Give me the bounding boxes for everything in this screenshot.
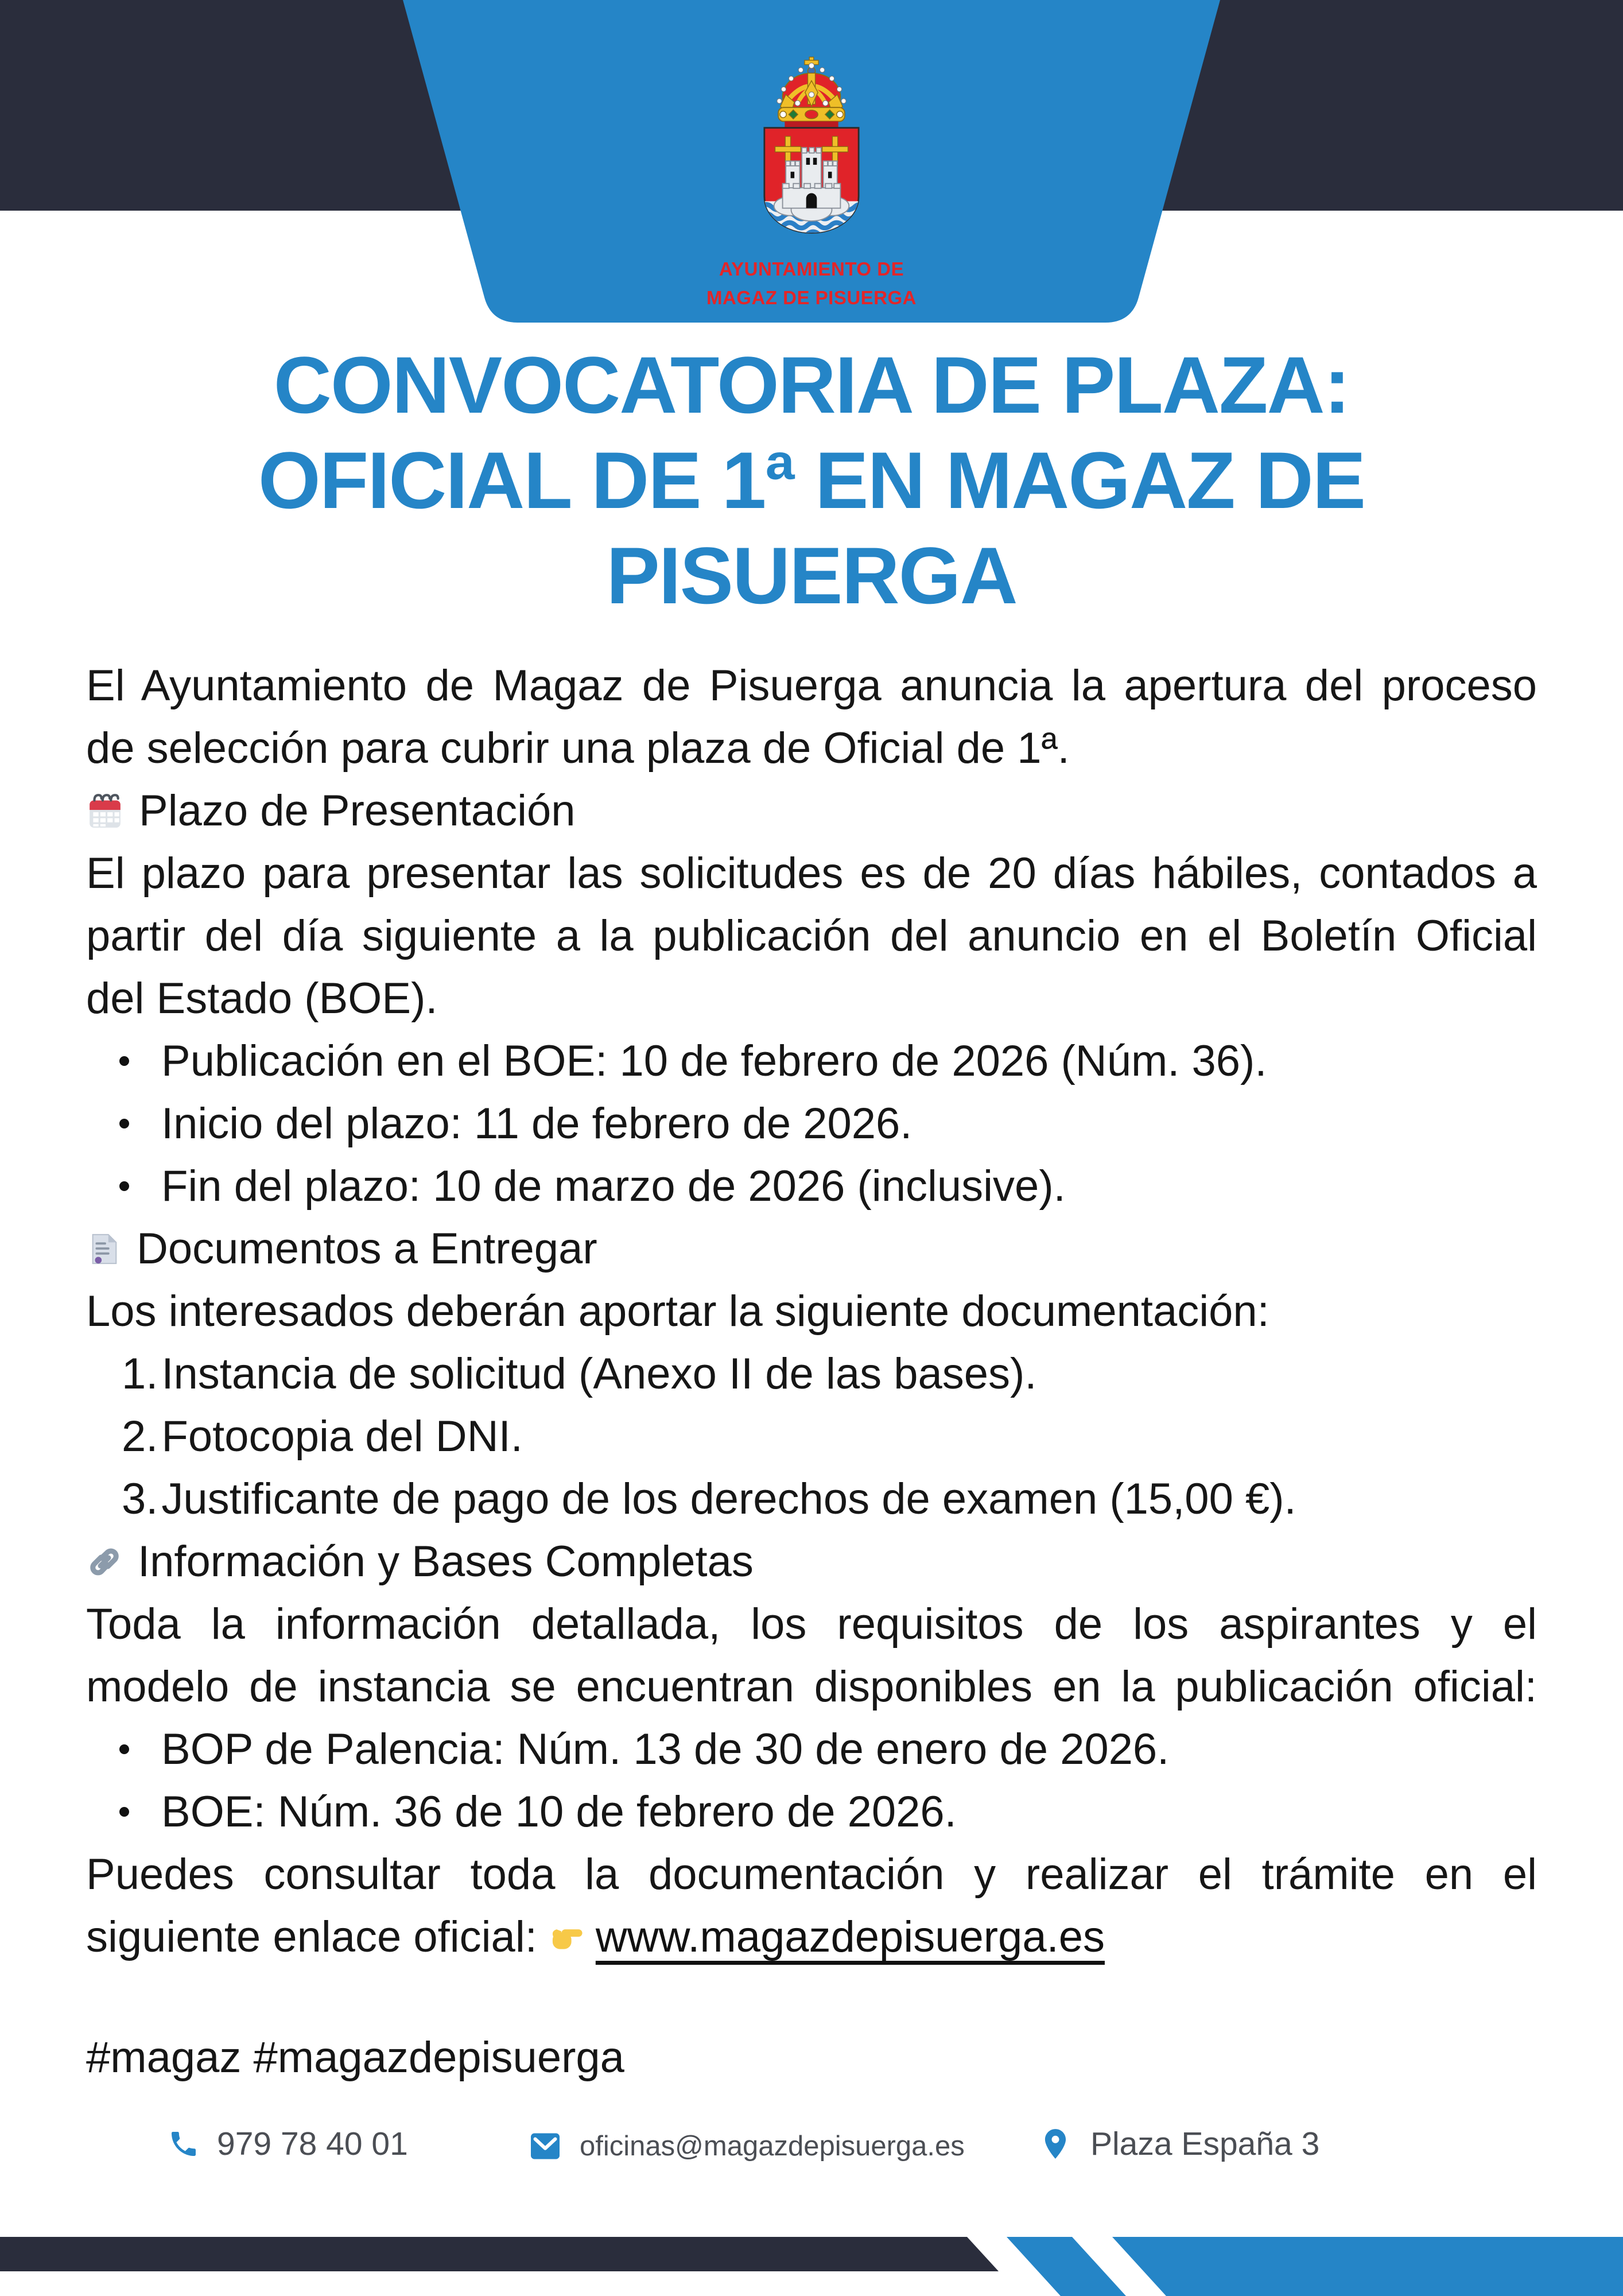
bullet-text: BOE: Núm. 36 de 10 de febrero de 2026. (161, 1787, 957, 1836)
item-text: Fotocopia del DNI. (161, 1412, 523, 1461)
bullet-dot (119, 1181, 129, 1191)
document-icon (86, 1231, 122, 1267)
link-icon (86, 1543, 123, 1580)
footer-phone-text: 979 78 40 01 (217, 2126, 408, 2162)
footer-address-text: Plaza España 3 (1090, 2126, 1320, 2162)
bullet-item (86, 1092, 1537, 1155)
intro-line: de selección para cubrir una plaza de Oficial de 1ª. (86, 724, 1070, 773)
bottom-thin-blue-stripe (1007, 2237, 1126, 2296)
bullet-item (86, 1718, 1537, 1781)
org-name (0, 255, 1623, 312)
closing-link-line (86, 1906, 1537, 1968)
section-heading-documentos (86, 1217, 1537, 1280)
bullet-text: Fin del plazo: 10 de marzo de 2026 (inclusive). (161, 1162, 1066, 1211)
item-text: Justificante de pago de los derechos de examen (15,00 €). (161, 1475, 1296, 1523)
paragraph-line: partir del día siguiente a la publicación del anuncio en el Boletín Oficial (86, 912, 1537, 960)
paragraph-line: Toda la información detallada, los requisitos de los aspirantes y el (86, 1600, 1537, 1649)
item-number: 3. (122, 1475, 158, 1523)
crown-icon (777, 57, 846, 128)
phone-icon (168, 2128, 200, 2160)
section-heading-label: Plazo de Presentación (139, 786, 576, 835)
shield-icon (760, 128, 866, 238)
numbered-item (86, 1343, 1537, 1405)
bullet-dot (119, 1744, 129, 1754)
org-name-line-1: AYUNTAMIENTO DE (719, 258, 904, 280)
bullet-item (86, 1030, 1537, 1092)
section-heading-label: Información y Bases Completas (138, 1537, 754, 1586)
footer-email-text: oficinas@magazdepisuerga.es (580, 2131, 965, 2162)
hashtags: #magaz #magazdepisuerga (86, 2033, 624, 2082)
bottom-navy-band (0, 2237, 999, 2271)
bullet-text: Inicio del plazo: 11 de febrero de 2026. (161, 1099, 913, 1148)
bullet-item (86, 1155, 1537, 1217)
official-link[interactable]: www.magazdepisuerga.es (595, 1913, 1105, 1961)
pointing-right-hand-icon (549, 1922, 584, 1953)
bullet-text: BOP de Palencia: Núm. 13 de 30 de enero de 2026. (161, 1725, 1170, 1774)
numbered-item (86, 1468, 1537, 1530)
closing-link-prefix: siguiente enlace oficial: (86, 1913, 537, 1961)
org-name-line-2: MAGAZ DE PISUERGA (706, 287, 917, 308)
bullet-text: Publicación en el BOE: 10 de febrero de 2026 (Núm. 36). (161, 1037, 1267, 1085)
map-pin-icon (1038, 2126, 1073, 2162)
footer-address (1038, 2123, 1319, 2165)
numbered-item (86, 1405, 1537, 1468)
page-title-line-2: OFICIAL DE 1ª EN MAGAZ DE (258, 435, 1365, 525)
bottom-wide-blue-band (1112, 2237, 1623, 2296)
footer-email (528, 2125, 965, 2167)
section-heading-informacion (86, 1530, 1537, 1593)
bullet-dot (119, 1807, 129, 1817)
bullet-dot (119, 1056, 129, 1066)
closing-line: Puedes consultar toda la documentación y realizar el trámite en el (86, 1850, 1537, 1899)
page-title (0, 338, 1623, 623)
footer-phone (168, 2123, 408, 2165)
paragraph-line: modelo de instancia se encuentran disponibles en la publicación oficial: (86, 1662, 1537, 1711)
bullet-dot (119, 1119, 129, 1128)
page-title-line-1: CONVOCATORIA DE PLAZA: (273, 340, 1350, 430)
section-heading-plazo (86, 779, 1537, 842)
paragraph-line: del Estado (BOE). (86, 974, 438, 1023)
body-content (86, 654, 1537, 1968)
coat-of-arms-magaz-icon (752, 53, 871, 238)
section-heading-label: Documentos a Entregar (137, 1224, 597, 1273)
paragraph-line: Los interesados deberán aportar la siguiente documentación: (86, 1287, 1269, 1336)
spiral-calendar-icon (86, 792, 124, 830)
item-number: 1. (122, 1349, 158, 1398)
bullet-item (86, 1781, 1537, 1843)
envelope-icon (528, 2129, 562, 2163)
page-title-line-3: PISUERGA (606, 530, 1017, 620)
intro-line: El Ayuntamiento de Magaz de Pisuerga anuncia la apertura del proceso (86, 661, 1537, 710)
item-text: Instancia de solicitud (Anexo II de las bases). (161, 1349, 1037, 1398)
item-number: 2. (122, 1412, 158, 1461)
paragraph-line: El plazo para presentar las solicitudes es de 20 días hábiles, contados a (86, 849, 1537, 898)
bottom-banner (0, 2237, 1623, 2296)
